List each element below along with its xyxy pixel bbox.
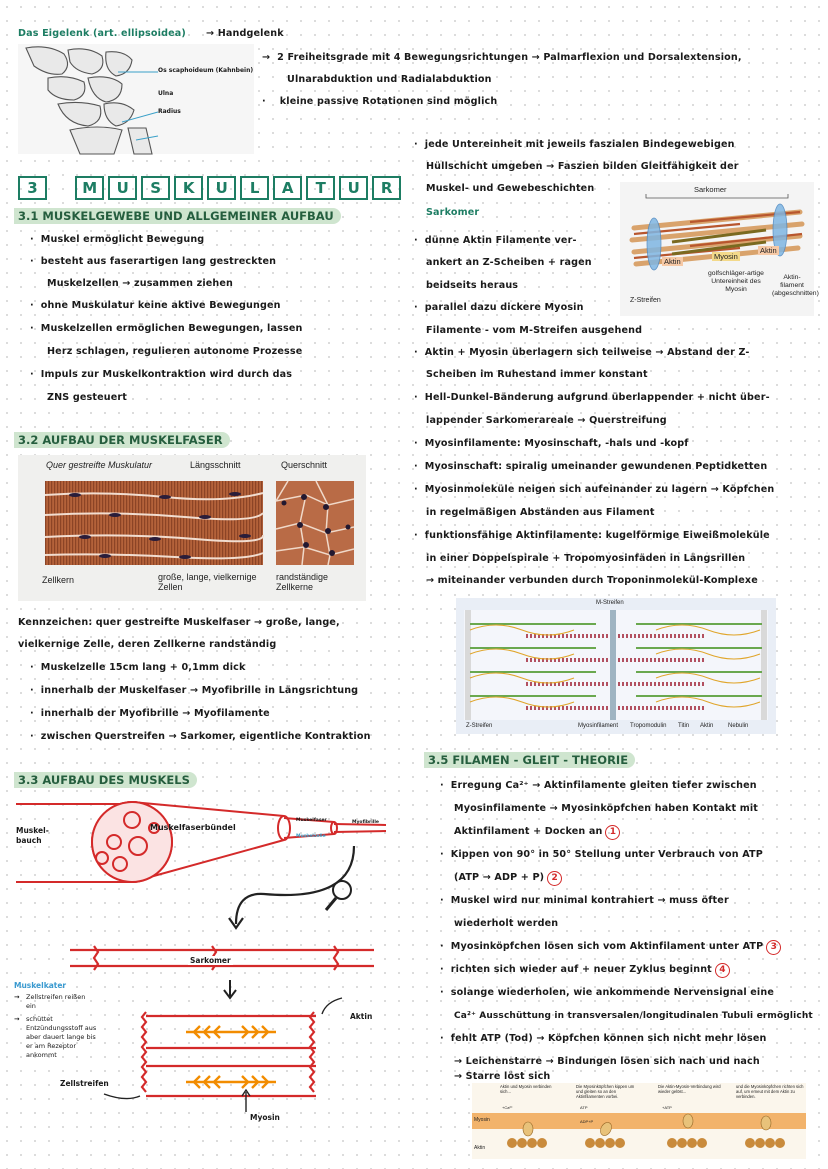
label-scaphoideum: Os scaphoideum (Kahnbein) <box>158 67 254 74</box>
caption-randständig: randständige Zellkerne <box>276 572 329 592</box>
img-label-myosin: Myosin <box>714 252 738 261</box>
cycle-step-2: Die Myosinköpfchen kippen um und gleiten so an den Aktinfilamenten vorbei. <box>576 1084 635 1099</box>
s35-line: Ca²⁺ Ausschüttung in transversalen/longitudinalen Tubuli ermöglicht <box>454 1011 813 1021</box>
sarcomere-image <box>620 182 819 316</box>
chapter-letter: U <box>108 176 137 200</box>
muskelkater-item: schüttet Entzündungsstoff aus aber dauert lange bis er am Rezeptor ankommt <box>26 1015 97 1059</box>
s35-line: (ATP → ADP + P) 2 <box>454 867 562 889</box>
section-3-5-heading: 3.5 FILAMEN - GLEIT - THEORIE <box>424 752 635 768</box>
eigelenk-line-1: → 2 Freiheitsgrade mit 4 Bewegungsrichtungen → Palmarflexion und Dorsalextension, <box>262 52 742 63</box>
s32-line: · innerhalb der Myofibrille → Myofilamente <box>30 708 270 719</box>
s32-line: Kennzeichen: quer gestreifte Muskelfaser → große, lange, <box>18 617 340 628</box>
longitudinal-section-drawing <box>45 481 263 565</box>
sarko-line: ankert an Z-Scheiben + ragen <box>426 257 592 268</box>
chapter-letter: M <box>75 176 104 200</box>
cycle-label-plusatp: +ATP <box>662 1105 672 1110</box>
label-muskelzelle: Muskelzelle <box>296 834 326 839</box>
label-muskelfaserbuendel: Muskelfaserbündel <box>150 823 236 832</box>
section-3-1-heading: 3.1 MUSKELGEWEBE UND ALLGEMEINER AUFBAU <box>14 208 341 224</box>
s32-line: · innerhalb der Muskelfaser → Myofibrille in Längsrichtung <box>30 685 359 696</box>
s31-line: Muskelzellen → zusammen ziehen <box>47 278 234 289</box>
eigelenk-title: Das Eigelenk (art. ellipsoidea) <box>18 28 186 39</box>
sarko-line: → miteinander verbunden durch Troponinmolekül-Komplexe <box>426 575 758 586</box>
step-circle-3: 3 <box>766 940 781 955</box>
muskelkater-arrow: → <box>14 1015 20 1023</box>
cycle-step-3: Die Aktin-Myosin-Verbindung wird wieder gelöst... <box>658 1084 721 1094</box>
cycle-step-1: Aktin und Myosin verbinden sich... <box>500 1084 552 1094</box>
s35-line: wiederholt werden <box>454 918 559 929</box>
cross-bridge-cycle-image <box>472 1083 806 1159</box>
step-circle-1: 1 <box>605 825 620 840</box>
section-3-2-heading: 3.2 AUFBAU DER MUSKELFASER <box>14 432 230 448</box>
cross-section-drawing <box>276 481 354 565</box>
img-label-aktinfilament: Aktin-filament (abgeschnitten) <box>772 274 819 297</box>
s31-line: · ohne Muskulatur keine aktive Bewegungen <box>30 300 281 311</box>
fil-label-myosinfilament: Myosinfilament <box>578 723 619 729</box>
muskelkater-title: Muskelkater <box>14 981 67 990</box>
muskelkater-arrow: → <box>14 993 20 1001</box>
wrist-bones-drawing <box>18 44 254 154</box>
chapter-letter: S <box>141 176 170 200</box>
wrist-xray-image <box>18 44 254 154</box>
cycle-label-adp: ADP+P <box>580 1119 594 1124</box>
filament-image <box>456 598 776 734</box>
fil-label-aktin: Aktin <box>700 723 714 729</box>
sarko-line: · parallel dazu dickere Myosin <box>414 302 584 313</box>
fil-label-nebulin: Nebulin <box>728 723 749 729</box>
img-sarkomer-title: Sarkomer <box>694 185 727 194</box>
sarkomer-subheading: Sarkomer <box>426 207 480 218</box>
chapter-letter: U <box>207 176 236 200</box>
filament-drawing <box>456 598 776 734</box>
img-view-cross: Querschnitt <box>281 460 328 470</box>
label-zellstreifen: Zellstreifen <box>60 1079 109 1088</box>
fil-label-tropomodulin: Tropomodulin <box>630 723 667 729</box>
cycle-step-4: und die Myosinköpfchen richten sich auf, um erneut mit dem Aktin zu verbinden. <box>736 1084 804 1099</box>
sarko-line: in einer Doppelspirale + Tropomyosinfäden in Längsrillen <box>426 553 746 564</box>
sarko-line: lappender Sarkomerareale → Querstreifung <box>426 415 667 426</box>
sarko-line: · Myosinmoleküle neigen sich aufeinander zu lagern → Köpfchen <box>414 484 775 495</box>
label-sarkomer: Sarkomer <box>190 956 231 965</box>
muskelkater-item: Zellstreifen reißen ein <box>26 993 86 1010</box>
s35-line: · solange wiederholen, wie ankommende Nervensignal eine <box>440 987 774 998</box>
right-intro-line: Hüllschicht umgeben → Faszien bilden Gleitfähigkeit der <box>426 161 739 172</box>
s31-line: Herz schlagen, regulieren autonome Prozesse <box>47 346 303 357</box>
step-circle-4: 4 <box>715 963 730 978</box>
img-view-longitudinal: Längsschnitt <box>190 460 241 470</box>
sarko-line: · dünne Aktin Filamente ver- <box>414 235 577 246</box>
label-radius: Radius <box>158 108 181 115</box>
label-ulna: Ulna <box>158 90 174 97</box>
chapter-heading <box>18 176 405 200</box>
right-intro-line: Muskel- und Gewebeschichten <box>426 183 595 194</box>
s31-line: · besteht aus faserartigen lang gestreckten <box>30 256 277 267</box>
sarko-line: beidseits heraus <box>426 280 519 291</box>
s35-line: · richten sich wieder auf + neuer Zyklus beginnt 4 <box>440 959 730 981</box>
s32-line: · Muskelzelle 15cm lang + 0,1mm dick <box>30 662 246 673</box>
label-myosin: Myosin <box>250 1113 280 1122</box>
s35-line: · Muskel wird nur minimal kontrahiert → muss öfter <box>440 895 729 906</box>
sarko-line: · Aktin + Myosin überlagern sich teilweise → Abstand der Z- <box>414 347 750 358</box>
sarko-line: · Myosinschaft: spiralig umeinander gewundenen Peptidketten <box>414 461 768 472</box>
s35-line: · Erregung Ca²⁺ → Aktinfilamente gleiten tiefer zwischen <box>440 780 757 791</box>
fil-label-titin: Titin <box>678 723 690 729</box>
img-label-zstreifen: Z-Streifen <box>630 297 661 304</box>
img-heading: Quer gestreifte Muskulatur <box>46 460 153 470</box>
s35-line: · Kippen von 90° in 50° Stellung unter Verbrauch von ATP <box>440 849 763 860</box>
muscle-fiber-image <box>18 455 366 601</box>
s35-line: Myosinfilamente → Myosinköpfchen haben Kontakt mit <box>454 803 759 814</box>
eigelenk-arrow-target: → Handgelenk <box>206 28 284 39</box>
sarko-line: · Myosinfilamente: Myosinschaft, -hals und -kopf <box>414 438 689 449</box>
s35-line: → Starre löst sich <box>454 1071 551 1082</box>
label-muskelbauch: Muskel- bauch <box>16 826 49 845</box>
s32-line: vielkernige Zelle, deren Zellkerne randständig <box>18 639 277 650</box>
sarko-line: · Hell-Dunkel-Bänderung aufgrund überlappender + nicht über- <box>414 392 770 403</box>
section-3-3-heading: 3.3 AUFBAU DES MUSKELS <box>14 772 197 788</box>
img-label-aktin-2: Aktin <box>760 246 777 255</box>
s35-line: · Myosinköpfchen lösen sich vom Aktinfilament unter ATP 3 <box>440 936 781 958</box>
s32-line: · zwischen Querstreifen → Sarkomer, eigentliche Kontraktion <box>30 731 371 742</box>
cycle-label-ca: +Ca²⁺ <box>502 1105 513 1110</box>
cycle-label-aktin: Aktin <box>474 1145 486 1151</box>
chapter-letter: K <box>174 176 203 200</box>
img-label-golfschlaeger: golfschläger-artige Untereinheit des Myosin <box>708 270 764 293</box>
cycle-label-atp: ATP <box>580 1105 588 1110</box>
eigelenk-line-3: · kleine passive Rotationen sind möglich <box>262 96 498 107</box>
caption-zellkern: Zellkern <box>42 575 75 585</box>
sarko-line: Scheiben im Ruhestand immer konstant <box>426 369 648 380</box>
cycle-label-myosin: Myosin <box>474 1117 490 1123</box>
label-muskelfaser: Muskelfaser <box>296 818 327 823</box>
s35-line: → Leichenstarre → Bindungen lösen sich nach und nach <box>454 1056 760 1067</box>
step-circle-2: 2 <box>547 871 562 886</box>
chapter-letter: T <box>306 176 335 200</box>
chapter-letter: R <box>372 176 401 200</box>
chapter-number: 3 <box>18 176 47 200</box>
label-myofibrille: Myofibrille <box>352 820 379 825</box>
caption-große-zellen: große, lange, vielkernige Zellen <box>158 572 257 592</box>
img-label-aktin: Aktin <box>664 257 681 266</box>
s31-line: · Muskel ermöglicht Bewegung <box>30 234 205 245</box>
sarko-line: · funktionsfähige Aktinfilamente: kugelförmige Eiweißmoleküle <box>414 530 770 541</box>
sarko-line: in regelmäßigen Abständen aus Filament <box>426 507 655 518</box>
chapter-letter: L <box>240 176 269 200</box>
sarko-line: Filamente - vom M-Streifen ausgehend <box>426 325 643 336</box>
s31-line: · Impuls zur Muskelkontraktion wird durch das <box>30 369 293 380</box>
s35-line: · fehlt ATP (Tod) → Köpfchen können sich nicht mehr lösen <box>440 1033 767 1044</box>
right-intro-line: · jede Untereinheit mit jeweils faszialen Bindegewebigen <box>414 139 735 150</box>
fil-label-zstreifen: Z-Streifen <box>466 723 493 729</box>
s35-line: Aktinfilament + Docken an 1 <box>454 821 620 843</box>
chapter-letter: A <box>273 176 302 200</box>
eigelenk-line-2: Ulnarabduktion und Radialabduktion <box>287 74 492 85</box>
label-aktin: Aktin <box>350 1012 373 1021</box>
s31-line: · Muskelzellen ermöglichen Bewegungen, lassen <box>30 323 303 334</box>
muscle-structure-diagram <box>14 792 406 1152</box>
s31-line: ZNS gesteuert <box>47 392 128 403</box>
chapter-letter: U <box>339 176 368 200</box>
fil-label-mstreifen: M-Streifen <box>596 600 624 606</box>
